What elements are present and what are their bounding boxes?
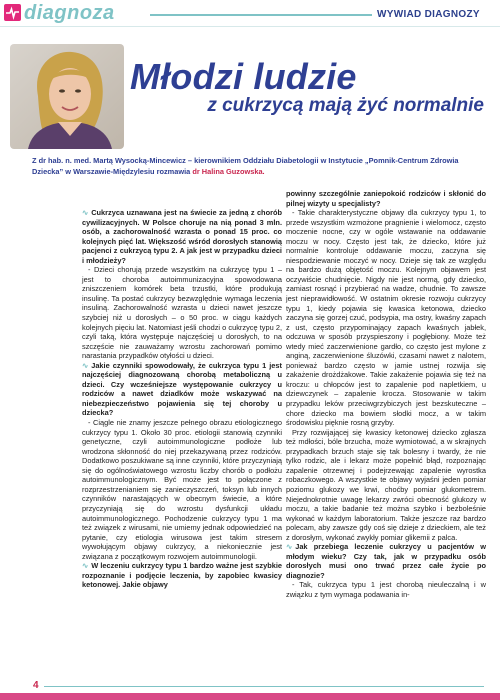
paragraph-text: - Ciągle nie znamy jeszcze pełnego obrazu etiologicznego cukrzycy typu 1. Około 30 proc. etiologii stanowią czynniki genetyczne, czyli autoimmunologiczne podłoże lub wrodzona skłonność do niej przekazywaną przez rodziców. Dodatkowo poszukiwane są inne czynniki, które przyczyniają się do ogólnoświatowego wzrostu liczby chorób o podłożu autoimmunologicznym. Być może jest to połączone z rozprzestrzenianiem się zanieczyszczeń, toksyn lub innych czynników narastających w obecnym świecie, a które przyczyniają się do wzrostu dysfunkcji układu autoimmunologicznego. Pochodzenie cukrzycy typu 1 ma też związek z wirusami, nie umiemy jednak odpowiedzieć na pytanie, czy etiologia wirusowa jest takim stresem wywołującym objawy cukrzycy, a niekoniecznie jest związana z początkowym rozwojem autoimmunologii. <box>82 418 282 561</box>
interview-answer <box>286 580 486 599</box>
paragraph-text: - Tak, cukrzyca typu 1 jest chorobą nieuleczalną i w związku z tym wymaga podawania in- <box>286 580 486 599</box>
interview-question <box>82 561 282 590</box>
paragraph-text: Cukrzyca uznawana jest na świecie za jedną z chorób cywilizacyjnych. W Polsce choruje na nią ponad 3 mln. osób, a zachorowalność wzrasta o ponad 15 proc. co kolejnych pięć lat. Większość wśród dorosłych stanowią pacjenci z cukrzycą typu 2. A jak jest w przypadku dzieci i młodzieży? <box>82 208 282 265</box>
footer-bar <box>0 693 500 700</box>
intro-text: Z dr hab. n. med. Martą Wysocką-Mincewicz – kierownikiem Oddziału Diabetologii w Instytucie „Pomnik-Centrum Zdrowia Dziecka” w Warszawie-Międzylesiu rozmawia <box>32 156 459 176</box>
intro-author: dr Halina Guzowska. <box>192 166 265 176</box>
header-rule <box>150 14 372 16</box>
page-number: 4 <box>33 680 39 691</box>
right-column <box>286 189 486 600</box>
paragraph-text: - Dzieci chorują przede wszystkim na cukrzycę typu 1 – jest to choroba autoimmunizacyjna spowodowana zniszczeniem komórek beta trzustki, które produkują insulinę. Ta postać cukrzycy bezwzględnie wymaga leczenia insuliną. Zachorowalność wzrasta u dzieci nawet jeszcze szybciej niż u dorosłych – o 50 proc. w ciągu każdych kolejnych pięciu lat. Natomiast jeśli chodzi o cukrzycę typu 2, czyli taką, która występuje najczęściej u dorosłych, to na szczęście nie zauważamy wzrostu zachorowań pomimo narastania przypadków otyłości u dzieci. <box>82 265 282 361</box>
interview-answer <box>82 418 282 561</box>
article-intro <box>32 156 482 177</box>
header-divider <box>0 26 500 27</box>
interview-answer <box>286 208 486 428</box>
heartbeat-bullet-icon: ∿ <box>82 360 89 370</box>
interview-answer <box>286 428 486 543</box>
interview-question <box>286 542 486 580</box>
paragraph-text: Jakie czynniki spowodowały, że cukrzyca typu 1 jest najczęściej diagnozowaną chorobą metaboliczną u dzieci. Czy wcześniejsze występowanie cukrzycy u rodziców a nawet dziadków może wskazywać na niebezpieczeństwo pojawienia się tej choroby u dziecka? <box>82 360 282 418</box>
paragraph-text: W leczeniu cukrzycy typu 1 bardzo ważne jest szybkie rozpoznanie i podjęcie leczenia, by zapobiec kwasicy ketonowej. Jakie objawy <box>82 561 282 590</box>
heartbeat-icon <box>4 4 21 21</box>
paragraph-text: powinny szczególnie zaniepokoić rodziców i skłonić do pilnej wizyty u specjalisty? <box>286 189 486 208</box>
portrait-photo <box>10 44 124 149</box>
magazine-brand[interactable]: diagnoza <box>24 2 115 24</box>
heartbeat-bullet-icon: ∿ <box>82 561 89 571</box>
paragraph-text: Jak przebiega leczenie cukrzycy u pacjentów w młodym wieku? Czy tak, jak w przypadku osób dorosłych musi ono trwać przez całe życie po diagnozie? <box>286 542 486 580</box>
article-title: Młodzi ludzie <box>130 56 357 97</box>
footer-rule <box>44 686 484 687</box>
article-subtitle: z cukrzycą mają żyć normalnie <box>207 95 484 116</box>
left-column <box>82 208 282 590</box>
interview-question <box>82 361 282 418</box>
heartbeat-bullet-icon: ∿ <box>286 542 293 552</box>
interview-answer <box>82 265 282 360</box>
section-label: WYWIAD DIAGNOZY <box>377 9 480 20</box>
paragraph-text: - Takie charakterystyczne objawy dla cukrzycy typu 1, to przede wszystkim wzmożone pragnienie i wielomocz, często moczenie nocne, czy w ogóle wstawanie na oddawanie moczu w nocy. Często jest tak, że dziecko, które już normalnie kontroluje oddawanie moczu, zaczyna się niespodziewanie moczyć w nocy. Dzieje się tak ze względu na bardzo dużą objętość moczu. Kolejnym objawem jest oczywiście chudnięcie. Nigdy nie jest normą, gdy dziecko, zamiast rosnąć i przybierać na wadze, chudnie. To zawsze jest nieprawidłowość. W ostatnim okresie rozwoju cukrzycy typu 1, kiedy pojawia się kwasica ketonowa, dziecko zaczyna się gorzej czuć, podsypia, ma ostry, kwaśny zapach z ust, często przypominający zapach kwaśnych jabłek, odczuwa w sposób przyspieszony i pogłębiony. Może też wtedy mieć zaczerwienione gardło, co często jest mylone z anginą, zaczerwienione śluzówki, czasami nawet z nalotem, ponieważ bardzo często w jamie ustnej rozwija się zakażenie drożdżakowe. Takie zakażenie pojawia się też na kroczu: u chłopców jest to zapalenie pod napletkiem, u dziewczynek – zapalenie krocza. Stosowanie w takim przypadku leków przeciwgrzybiczych jest bezskuteczne – chore dziecko ma bowiem słodki mocz, a w takim środowisku pięknie rosną grzyby. <box>286 208 486 428</box>
heartbeat-bullet-icon: ∿ <box>82 208 89 217</box>
interview-question <box>82 208 282 265</box>
paragraph-text: Przy rozwijającej się kwasicy ketonowej dziecko zgłasza też mdłości, bóle brzucha, może wymiotować, a w skrajnych przypadkach brzuch staje się tak bolesny i twardy, że nie tylko rodzic, ale i lekarz może popełnić błąd, rozpoznając zapalenie otrzewnej i podejrzewając zapalenie wyrostka robaczkowego. A wszystkie te objawy wyjaśni jeden pomiar poziomu glukozy we krwi, choćby pomiar glukometrem. Niejednokrotnie uwagę lekarzy zwróci obecność glukozy w moczu, a takie badanie też można szybko i bezboleśnie wykonać w każdym laboratorium. Także jeszcze raz bardzo polecam, aby zawsze gdy coś się dzieje z dzieckiem, ale też z dorosłym, wykonać zwykły pomiar glikemii z palca. <box>286 427 486 542</box>
interview-question <box>286 189 486 208</box>
